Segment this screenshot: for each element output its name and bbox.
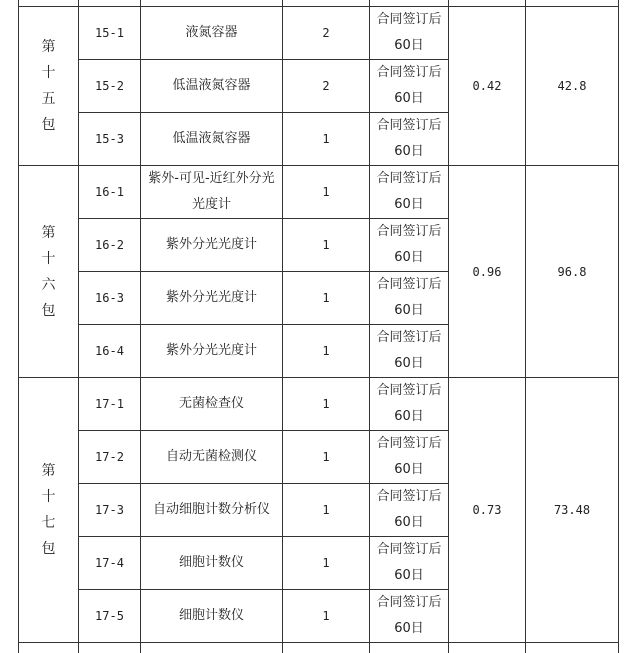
item-qty: 1 [283,431,370,484]
delivery-line1: 合同签订后 [376,224,442,239]
item-code: 16-3 [79,272,141,325]
package-label-cell [19,166,79,378]
item-code: 16-2 [79,219,141,272]
item-name: 紫外分光光度计 [141,219,283,272]
item-name: 紫外分光光度计 [141,325,283,378]
delivery-line1: 合同签订后 [376,118,442,133]
package-label: 第十六包 [41,224,56,319]
item-name: 细胞计数仪 [141,590,283,643]
item-delivery [370,166,449,219]
item-code: 15-2 [79,60,141,113]
item-delivery [370,7,449,60]
procurement-table [18,0,619,653]
item-code: 15-1 [79,7,141,60]
item-delivery [370,219,449,272]
item-delivery [370,590,449,643]
table-row [19,166,619,219]
item-qty: 1 [283,166,370,219]
item-delivery [370,484,449,537]
delivery-line2: 60日 [394,197,424,212]
package-label-cell [19,378,79,643]
delivery-line2: 60日 [394,91,424,106]
item-code: 17-5 [79,590,141,643]
item-name: 细胞计数仪 [141,537,283,590]
delivery-line2: 60日 [394,621,424,636]
item-name: 低温液氮容器 [141,113,283,166]
delivery-line1: 合同签订后 [376,542,442,557]
item-qty: 1 [283,113,370,166]
item-delivery [370,113,449,166]
item-name: 紫外分光光度计 [141,272,283,325]
item-name: 液氮容器 [141,7,283,60]
table-row [19,378,619,431]
package-budget: 0.42 [449,7,526,166]
item-qty: 2 [283,7,370,60]
delivery-line1: 合同签订后 [376,383,442,398]
item-qty: 1 [283,590,370,643]
item-code: 17-4 [79,537,141,590]
item-qty: 2 [283,60,370,113]
delivery-line2: 60日 [394,250,424,265]
delivery-line2: 60日 [394,409,424,424]
item-name: 紫外-可见-近红外分光光度计 [141,166,283,219]
item-qty: 1 [283,378,370,431]
delivery-line1: 合同签订后 [376,489,442,504]
item-name: 无菌检查仪 [141,378,283,431]
item-delivery [370,537,449,590]
delivery-line1: 合同签订后 [376,12,442,27]
item-qty: 1 [283,219,370,272]
item-delivery [370,325,449,378]
package-label: 第十七包 [41,463,56,557]
item-code: 17-1 [79,378,141,431]
package-budget: 0.96 [449,166,526,378]
delivery-line1: 合同签订后 [376,436,442,451]
package-budget: 0.73 [449,378,526,643]
item-code: 15-3 [79,113,141,166]
package-amount: 73.48 [526,378,619,643]
item-code: 16-1 [79,166,141,219]
item-delivery [370,378,449,431]
item-code: 16-4 [79,325,141,378]
item-name: 低温液氮容器 [141,60,283,113]
item-code: 17-2 [79,431,141,484]
item-qty: 1 [283,325,370,378]
item-delivery [370,431,449,484]
item-qty: 1 [283,484,370,537]
package-label-cell [19,7,79,166]
item-qty: 1 [283,272,370,325]
item-delivery [370,60,449,113]
delivery-line2: 60日 [394,144,424,159]
delivery-line2: 60日 [394,303,424,318]
delivery-line2: 60日 [394,462,424,477]
delivery-line1: 合同签订后 [376,595,442,610]
delivery-line2: 60日 [394,38,424,53]
item-qty: 1 [283,537,370,590]
item-code: 17-3 [79,484,141,537]
item-name: 自动无菌检测仪 [141,431,283,484]
delivery-line1: 合同签订后 [376,171,442,186]
item-delivery [370,272,449,325]
delivery-line1: 合同签订后 [376,277,442,292]
delivery-line1: 合同签订后 [376,330,442,345]
delivery-line1: 合同签订后 [376,65,442,80]
package-label: 第十五包 [41,39,56,133]
table-row-next-edge [19,643,619,653]
table-row [19,7,619,60]
package-amount: 42.8 [526,7,619,166]
item-name: 自动细胞计数分析仪 [141,484,283,537]
delivery-line2: 60日 [394,356,424,371]
delivery-line2: 60日 [394,515,424,530]
package-amount: 96.8 [526,166,619,378]
delivery-line2: 60日 [394,568,424,583]
